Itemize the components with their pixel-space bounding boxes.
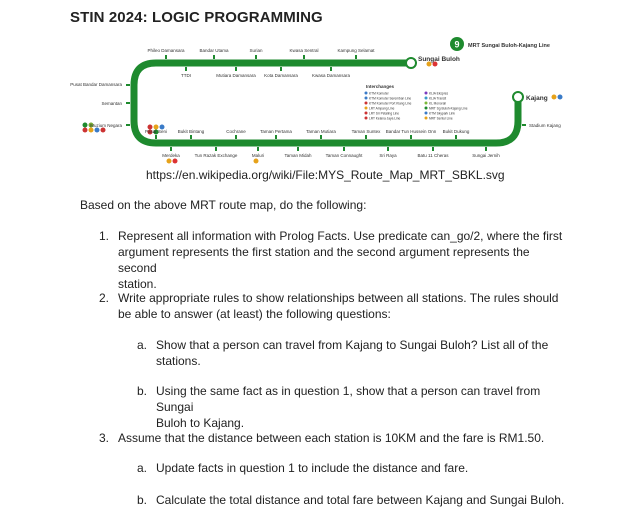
station-label: Tun Razak Exchange — [194, 153, 238, 158]
mrt-route-map — [70, 33, 576, 178]
terminal-west-marker — [406, 58, 416, 68]
station-label: Mutiara Damansara — [216, 73, 256, 78]
station-label: Taman Pertama — [260, 129, 292, 134]
station-label: Sri Raya — [379, 153, 397, 158]
question-text-line: be able to answer (at least) the following questions: — [118, 307, 391, 321]
station-label: Kwasa Sentral — [289, 48, 319, 53]
station-label: Surian — [249, 48, 263, 53]
question-text-line: station. — [118, 277, 157, 291]
legend-item: KL Monorail — [429, 101, 446, 106]
station-label: Kwasa Damansara — [311, 73, 351, 78]
line-badge-number: 9 — [454, 39, 460, 50]
question-text-line: Update facts in question 1 to include the distance and fare. — [156, 461, 469, 475]
station-label: Taman Midah — [284, 153, 312, 158]
station-label: Merdeka — [162, 153, 180, 158]
station-label: Taman Suntex — [351, 129, 381, 134]
legend-item: KLIA Ekspres — [429, 91, 449, 96]
interchange-legend — [365, 84, 468, 121]
station-label: Sungai Jernih — [472, 153, 500, 158]
station-label: Cochrane — [226, 129, 246, 134]
question-text-line: Write appropriate rules to show relationships between all stations. The rules should — [118, 291, 559, 305]
legend-item: KTM Komuter Port Klang Line — [369, 101, 412, 106]
station-label: Pasar Seni — [144, 129, 168, 134]
subquestion-letter: b. — [137, 384, 148, 398]
question-number: 1. — [99, 229, 110, 243]
instructions-intro: Based on the above MRT route map, do the following: — [80, 198, 367, 212]
station-label: Taman Mutiara — [306, 129, 336, 134]
question-text-line: Represent all information with Prolog Facts. Use predicate can_go/2, where the first — [118, 229, 563, 243]
question-text-line: stations. — [156, 354, 201, 368]
station-label: Bandar Tun Hussein Onn — [385, 129, 437, 134]
subquestion-letter: a. — [137, 338, 148, 352]
station-label: Semantan — [101, 101, 122, 106]
question-text-line: Buloh to Kajang. — [156, 416, 245, 430]
legend-item: MRT Sentul Line — [429, 116, 453, 121]
question-number: 2. — [99, 291, 110, 305]
station-label: Bukit Bintang — [177, 129, 205, 134]
legend-item: MRT Sg Buloh-Kajang Line — [429, 106, 468, 111]
station-label: Muzium Negara — [90, 123, 122, 128]
left-station-ticks — [126, 85, 130, 125]
station-label: Bandar Utama — [199, 48, 229, 53]
legend-item: LRT Sri Petaling Line — [369, 111, 400, 116]
terminal-east-marker — [513, 92, 523, 102]
station-label: Stadium Kajang — [529, 123, 561, 128]
legend-item: KTM Skypark Link — [429, 111, 455, 116]
subquestion-letter: a. — [137, 461, 148, 475]
station-label: Kampung Selamat — [337, 48, 375, 53]
map-source-link[interactable]: https://en.wikipedia.org/wiki/File:MYS_Route_Map_MRT_SBKL.svg — [146, 168, 505, 182]
legend-item: LRT Kelana Jaya Line — [369, 116, 401, 121]
page-title: STIN 2024: LOGIC PROGRAMMING — [70, 9, 323, 26]
station-label: Phileo Damansara — [147, 48, 185, 53]
legend-title: Interchanges — [366, 84, 395, 89]
station-label: Maluri — [251, 153, 265, 158]
terminal-west-label: Sungai Buloh — [418, 56, 460, 63]
question-text-line: Calculate the total distance and total fare between Kajang and Sungai Buloh. — [156, 493, 565, 507]
legend-item: KTM Komuter Seremban Line — [369, 96, 412, 101]
question-text-line: Show that a person can travel from Kajang to Sungai Buloh? List all of the — [156, 338, 549, 352]
subquestion-letter: b. — [137, 493, 148, 507]
question-text-line: Assume that the distance between each station is 10KM and the fare is RM1.50. — [118, 431, 545, 445]
question-text-line: Using the same fact as in question 1, show that a person can travel from Sungai — [156, 384, 541, 414]
bottom-station-ticks — [156, 125, 526, 151]
legend-item: KLIA Transit — [429, 96, 447, 101]
question-number: 3. — [99, 431, 110, 445]
line-name: MRT Sungai Buloh-Kajang Line — [468, 43, 550, 49]
station-label: Pusat Bandar Damansara — [70, 82, 122, 87]
station-label: Kota Damansara — [264, 73, 298, 78]
legend-item: KTM Komuter — [369, 91, 389, 96]
station-label: Taman Connaught — [325, 153, 363, 158]
station-label: Batu 11 Cheras — [417, 153, 449, 158]
legend-item: LRT Ampang Line — [369, 106, 395, 111]
terminal-east-label: Kajang — [526, 95, 548, 102]
question-text-line: argument represents the first station and the second argument represents the second — [118, 245, 530, 275]
station-label: TTDI — [181, 73, 191, 78]
station-label: Bukit Dukung — [442, 129, 470, 134]
